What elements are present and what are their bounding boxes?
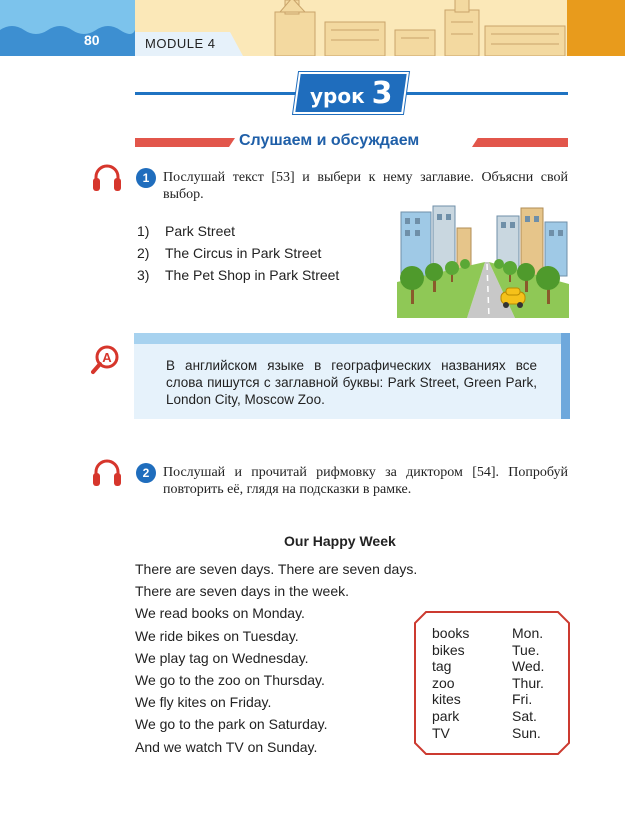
headphones-icon bbox=[91, 458, 123, 488]
hint-day: Fri. bbox=[512, 691, 533, 708]
poem-line: We read books on Monday. bbox=[135, 605, 305, 622]
poem-line: We go to the park on Saturday. bbox=[135, 716, 328, 733]
orange-corner-tab bbox=[567, 0, 625, 56]
exercise-number-1: 1 bbox=[136, 168, 156, 188]
header-wave-decoration bbox=[0, 0, 135, 56]
exercise-number-2: 2 bbox=[136, 463, 156, 483]
poem-line: There are seven days. There are seven days. bbox=[135, 561, 418, 577]
list-item: 1) Park Street bbox=[137, 223, 236, 239]
lesson-word: урок bbox=[310, 84, 365, 108]
section-bar-left bbox=[135, 138, 235, 147]
hint-word: TV bbox=[432, 724, 450, 741]
poem-line: We ride bikes on Tuesday. bbox=[135, 627, 299, 644]
poem-title: Our Happy Week bbox=[284, 533, 396, 549]
module-label: MODULE 4 bbox=[145, 36, 216, 51]
lesson-title bbox=[310, 76, 393, 111]
hint-word: park bbox=[432, 707, 460, 724]
title-options-list bbox=[137, 220, 339, 286]
hint-day: Mon. bbox=[512, 625, 544, 641]
exercise-1-instruction: Послушай текст [53] и выбери к нему заглавие. Объясни свой выбор. bbox=[163, 170, 568, 202]
hint-day: Wed. bbox=[512, 658, 545, 675]
hint-word: zoo bbox=[432, 674, 455, 691]
hint-word: bikes bbox=[432, 641, 465, 658]
page-number: 80 bbox=[84, 32, 100, 48]
lesson-number: 3 bbox=[371, 76, 393, 111]
poem-line: We fly kites on Friday. bbox=[135, 694, 272, 711]
hint-day: Thur. bbox=[512, 674, 544, 691]
poem-line: We go to the zoo on Thursday. bbox=[135, 672, 325, 689]
park-street-illustration bbox=[397, 202, 569, 318]
hint-words-column bbox=[432, 625, 469, 741]
info-box-right-stripe bbox=[561, 333, 570, 419]
exercise-2-instruction: Послушай и прочитай рифмовку за диктором [54]. Попробуй повторить её, глядя на подсказки в рамке. bbox=[163, 465, 568, 497]
list-item: 2) The Circus in Park Street bbox=[137, 245, 322, 261]
hint-day: Tue. bbox=[512, 641, 540, 658]
poem-lines bbox=[135, 558, 417, 758]
magnifier-rule-icon bbox=[91, 345, 121, 375]
hint-days-column bbox=[512, 625, 544, 741]
poem-line: There are seven days in the week. bbox=[135, 583, 350, 600]
info-box-top-stripe bbox=[134, 333, 570, 344]
hint-day: Sat. bbox=[512, 707, 537, 724]
hint-word: books bbox=[432, 625, 470, 641]
poem-line: We play tag on Wednesday. bbox=[135, 649, 309, 666]
info-box-text: В английском языке в географических названиях все слова пишутся с заглавной буквы: Park Street, Green Park, London City, Moscow Zoo. bbox=[166, 358, 537, 407]
poem-line: And we watch TV on Sunday. bbox=[135, 738, 318, 755]
section-bar-right bbox=[472, 138, 568, 147]
headphones-icon bbox=[91, 163, 123, 193]
list-item: 3) The Pet Shop in Park Street bbox=[137, 267, 340, 283]
hint-word: kites bbox=[432, 691, 461, 708]
svg-text:A: A bbox=[102, 350, 112, 365]
hint-day: Sun. bbox=[512, 724, 541, 741]
hint-word: tag bbox=[432, 658, 452, 675]
section-title: Слушаем и обсуждаем bbox=[239, 132, 420, 149]
